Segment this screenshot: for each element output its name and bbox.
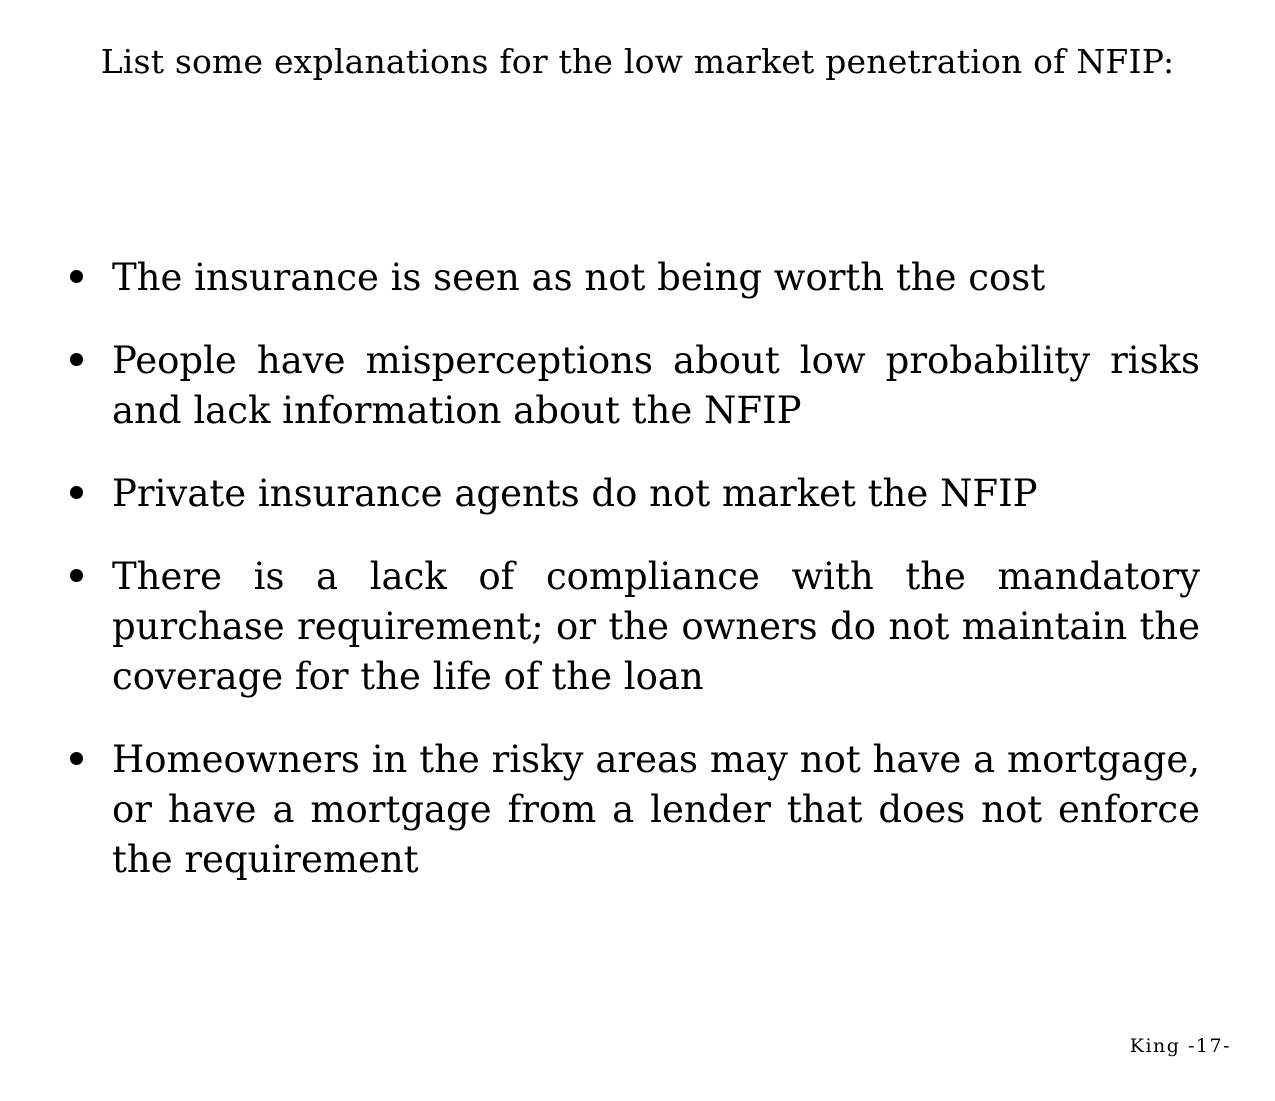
bullet-item — [70, 735, 1200, 885]
bullet-text: Homeowners in the risky areas may not have a mortgage, or have a mortgage from a lender that does not enforce the requirement — [112, 738, 1200, 881]
bullet-text: Private insurance agents do not market the NFIP — [112, 472, 1038, 515]
bullet-item — [70, 469, 1200, 519]
bullet-dot-icon — [70, 569, 83, 582]
bullet-text: The insurance is seen as not being worth the cost — [112, 256, 1046, 299]
bullet-dot-icon — [70, 353, 83, 366]
bullet-item — [70, 253, 1200, 303]
bullet-list — [70, 253, 1200, 918]
slide-title: List some explanations for the low market penetration of NFIP: — [100, 42, 1175, 81]
bullet-text: People have misperceptions about low probability risks and lack information about the NFIP — [112, 339, 1200, 432]
bullet-text: There is a lack of compliance with the mandatory purchase requirement; or the owners do not maintain the coverage for the life of the loan — [112, 555, 1200, 698]
bullet-dot-icon — [70, 752, 83, 765]
bullet-dot-icon — [70, 270, 83, 283]
bullet-item — [70, 336, 1200, 436]
bullet-item — [70, 552, 1200, 702]
page-footer: King -17- — [1129, 1035, 1231, 1057]
bullet-dot-icon — [70, 486, 83, 499]
